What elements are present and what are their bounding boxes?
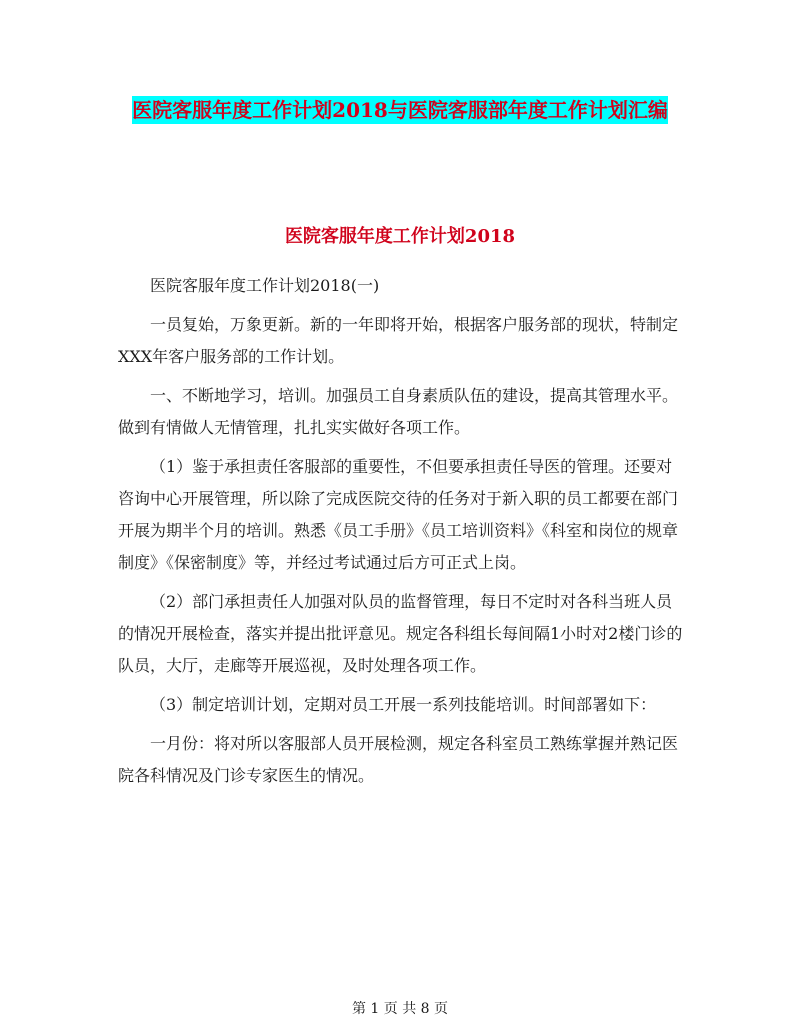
paragraph-training: 一、不断地学习，培训。加强员工自身素质队伍的建设，提高其管理水平。做到有情做人无情管理，扎扎实实做好各项工作。 bbox=[118, 386, 679, 437]
paragraph-intro: 一员复始，万象更新。新的一年即将开始，根据客户服务部的现状，特制定XXX年客户服务部的工作计划。 bbox=[118, 315, 679, 366]
paragraph-item-1: （1）鉴于承担责任客服部的重要性，不但要承担责任导医的管理。还要对咨询中心开展管理，所以除了完成医院交待的任务对于新入职的员工都要在部门开展为期半个月的培训。熟悉《员工手册》《员工培训资料》《科室和岗位的规章制度》《保密制度》等，并经过考试通过后方可正式上岗。 bbox=[118, 457, 679, 572]
page-footer: 第 1 页 共 8 页 bbox=[351, 1001, 449, 1017]
document-title-text: 医院客服年度工作计划2018与医院客服部年度工作计划汇编 bbox=[132, 98, 668, 122]
paragraph-plan-heading: 医院客服年度工作计划2018(一) bbox=[150, 276, 380, 295]
paragraph-item-3: （3）制定培训计划，定期对员工开展一系列技能培训。时间部署如下： bbox=[150, 695, 657, 714]
document-body bbox=[118, 270, 684, 799]
paragraph-item-2: （2）部门承担责任人加强对队员的监督管理，每日不定时对各科当班人员的情况开展检查，落实并提出批评意见。规定各科组长每间隔1小时对2楼门诊的队员，大厅，走廊等开展巡视，及时处理各项工作。 bbox=[118, 592, 683, 675]
section-title: 医院客服年度工作计划2018 bbox=[284, 226, 516, 247]
paragraph-january: 一月份：将对所以客服部人员开展检测，规定各科室员工熟练掌握并熟记医院各科情况及门诊专家医生的情况。 bbox=[118, 734, 679, 785]
document-title bbox=[120, 88, 680, 132]
